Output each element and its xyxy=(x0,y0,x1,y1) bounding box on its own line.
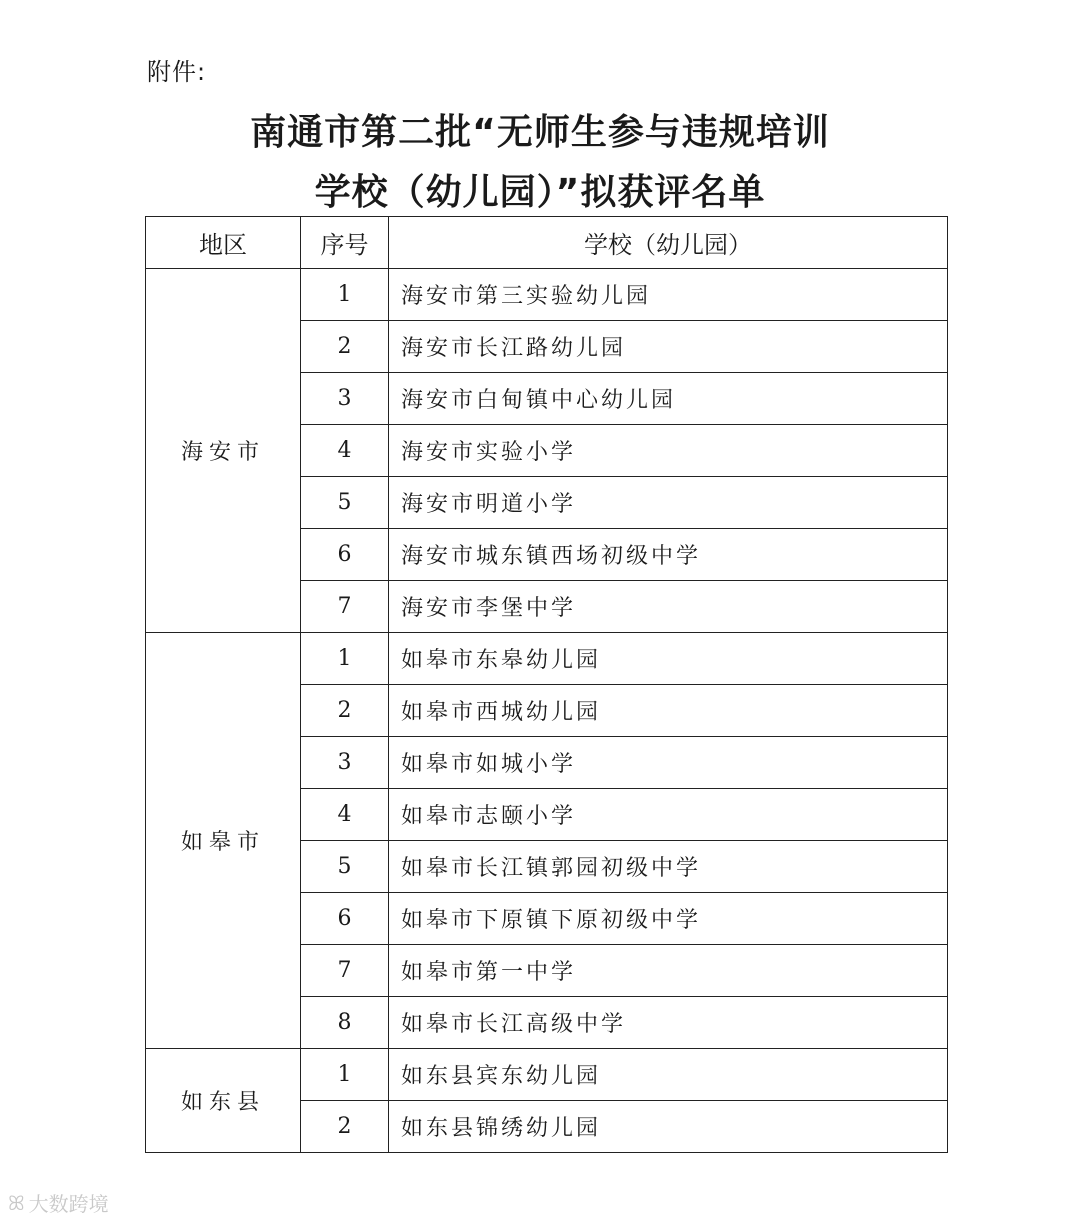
number-cell: 2 xyxy=(301,685,389,737)
school-list-table xyxy=(145,216,948,1153)
number-cell: 7 xyxy=(301,945,389,997)
school-cell: 如皋市如城小学 xyxy=(389,737,948,789)
header-number: 序号 xyxy=(301,217,389,269)
number-cell: 3 xyxy=(301,737,389,789)
school-cell: 海安市李堡中学 xyxy=(389,581,948,633)
number-cell: 6 xyxy=(301,893,389,945)
school-cell: 如东县锦绣幼儿园 xyxy=(389,1101,948,1153)
number-cell: 4 xyxy=(301,789,389,841)
number-cell: 8 xyxy=(301,997,389,1049)
number-cell: 5 xyxy=(301,841,389,893)
school-cell: 海安市第三实验幼儿园 xyxy=(389,269,948,321)
school-cell: 如东县宾东幼儿园 xyxy=(389,1049,948,1101)
school-cell: 海安市实验小学 xyxy=(389,425,948,477)
table-row xyxy=(146,269,948,321)
school-cell: 海安市长江路幼儿园 xyxy=(389,321,948,373)
region-cell: 如皋市 xyxy=(146,633,301,1049)
document-title-line-1: 南通市第二批“无师生参与违规培训 xyxy=(250,112,830,153)
number-cell: 4 xyxy=(301,425,389,477)
school-cell: 海安市明道小学 xyxy=(389,477,948,529)
header-region: 地区 xyxy=(146,217,301,269)
school-cell: 如皋市长江高级中学 xyxy=(389,997,948,1049)
number-cell: 7 xyxy=(301,581,389,633)
school-cell: 海安市白甸镇中心幼儿园 xyxy=(389,373,948,425)
school-cell: 如皋市下原镇下原初级中学 xyxy=(389,893,948,945)
number-cell: 2 xyxy=(301,321,389,373)
wechat-channel-icon: ꕤ xyxy=(8,1190,25,1215)
number-cell: 1 xyxy=(301,1049,389,1101)
number-cell: 1 xyxy=(301,269,389,321)
document-title-line-2: 学校（幼儿园）”拟获评名单 xyxy=(314,172,766,213)
school-cell: 如皋市志颐小学 xyxy=(389,789,948,841)
number-cell: 2 xyxy=(301,1101,389,1153)
school-cell: 如皋市长江镇郭园初级中学 xyxy=(389,841,948,893)
region-cell: 海安市 xyxy=(146,269,301,633)
watermark-text: 大数跨境 xyxy=(28,1192,109,1216)
table-header-row xyxy=(146,217,948,269)
number-cell: 3 xyxy=(301,373,389,425)
school-cell: 如皋市西城幼儿园 xyxy=(389,685,948,737)
school-cell: 海安市城东镇西场初级中学 xyxy=(389,529,948,581)
number-cell: 1 xyxy=(301,633,389,685)
region-cell: 如东县 xyxy=(146,1049,301,1153)
school-cell: 如皋市东皋幼儿园 xyxy=(389,633,948,685)
number-cell: 6 xyxy=(301,529,389,581)
header-school: 学校（幼儿园） xyxy=(389,217,948,269)
watermark xyxy=(8,1188,109,1217)
number-cell: 5 xyxy=(301,477,389,529)
table-row xyxy=(146,633,948,685)
attachment-label: 附件: xyxy=(147,58,207,86)
school-cell: 如皋市第一中学 xyxy=(389,945,948,997)
table-row xyxy=(146,1049,948,1101)
